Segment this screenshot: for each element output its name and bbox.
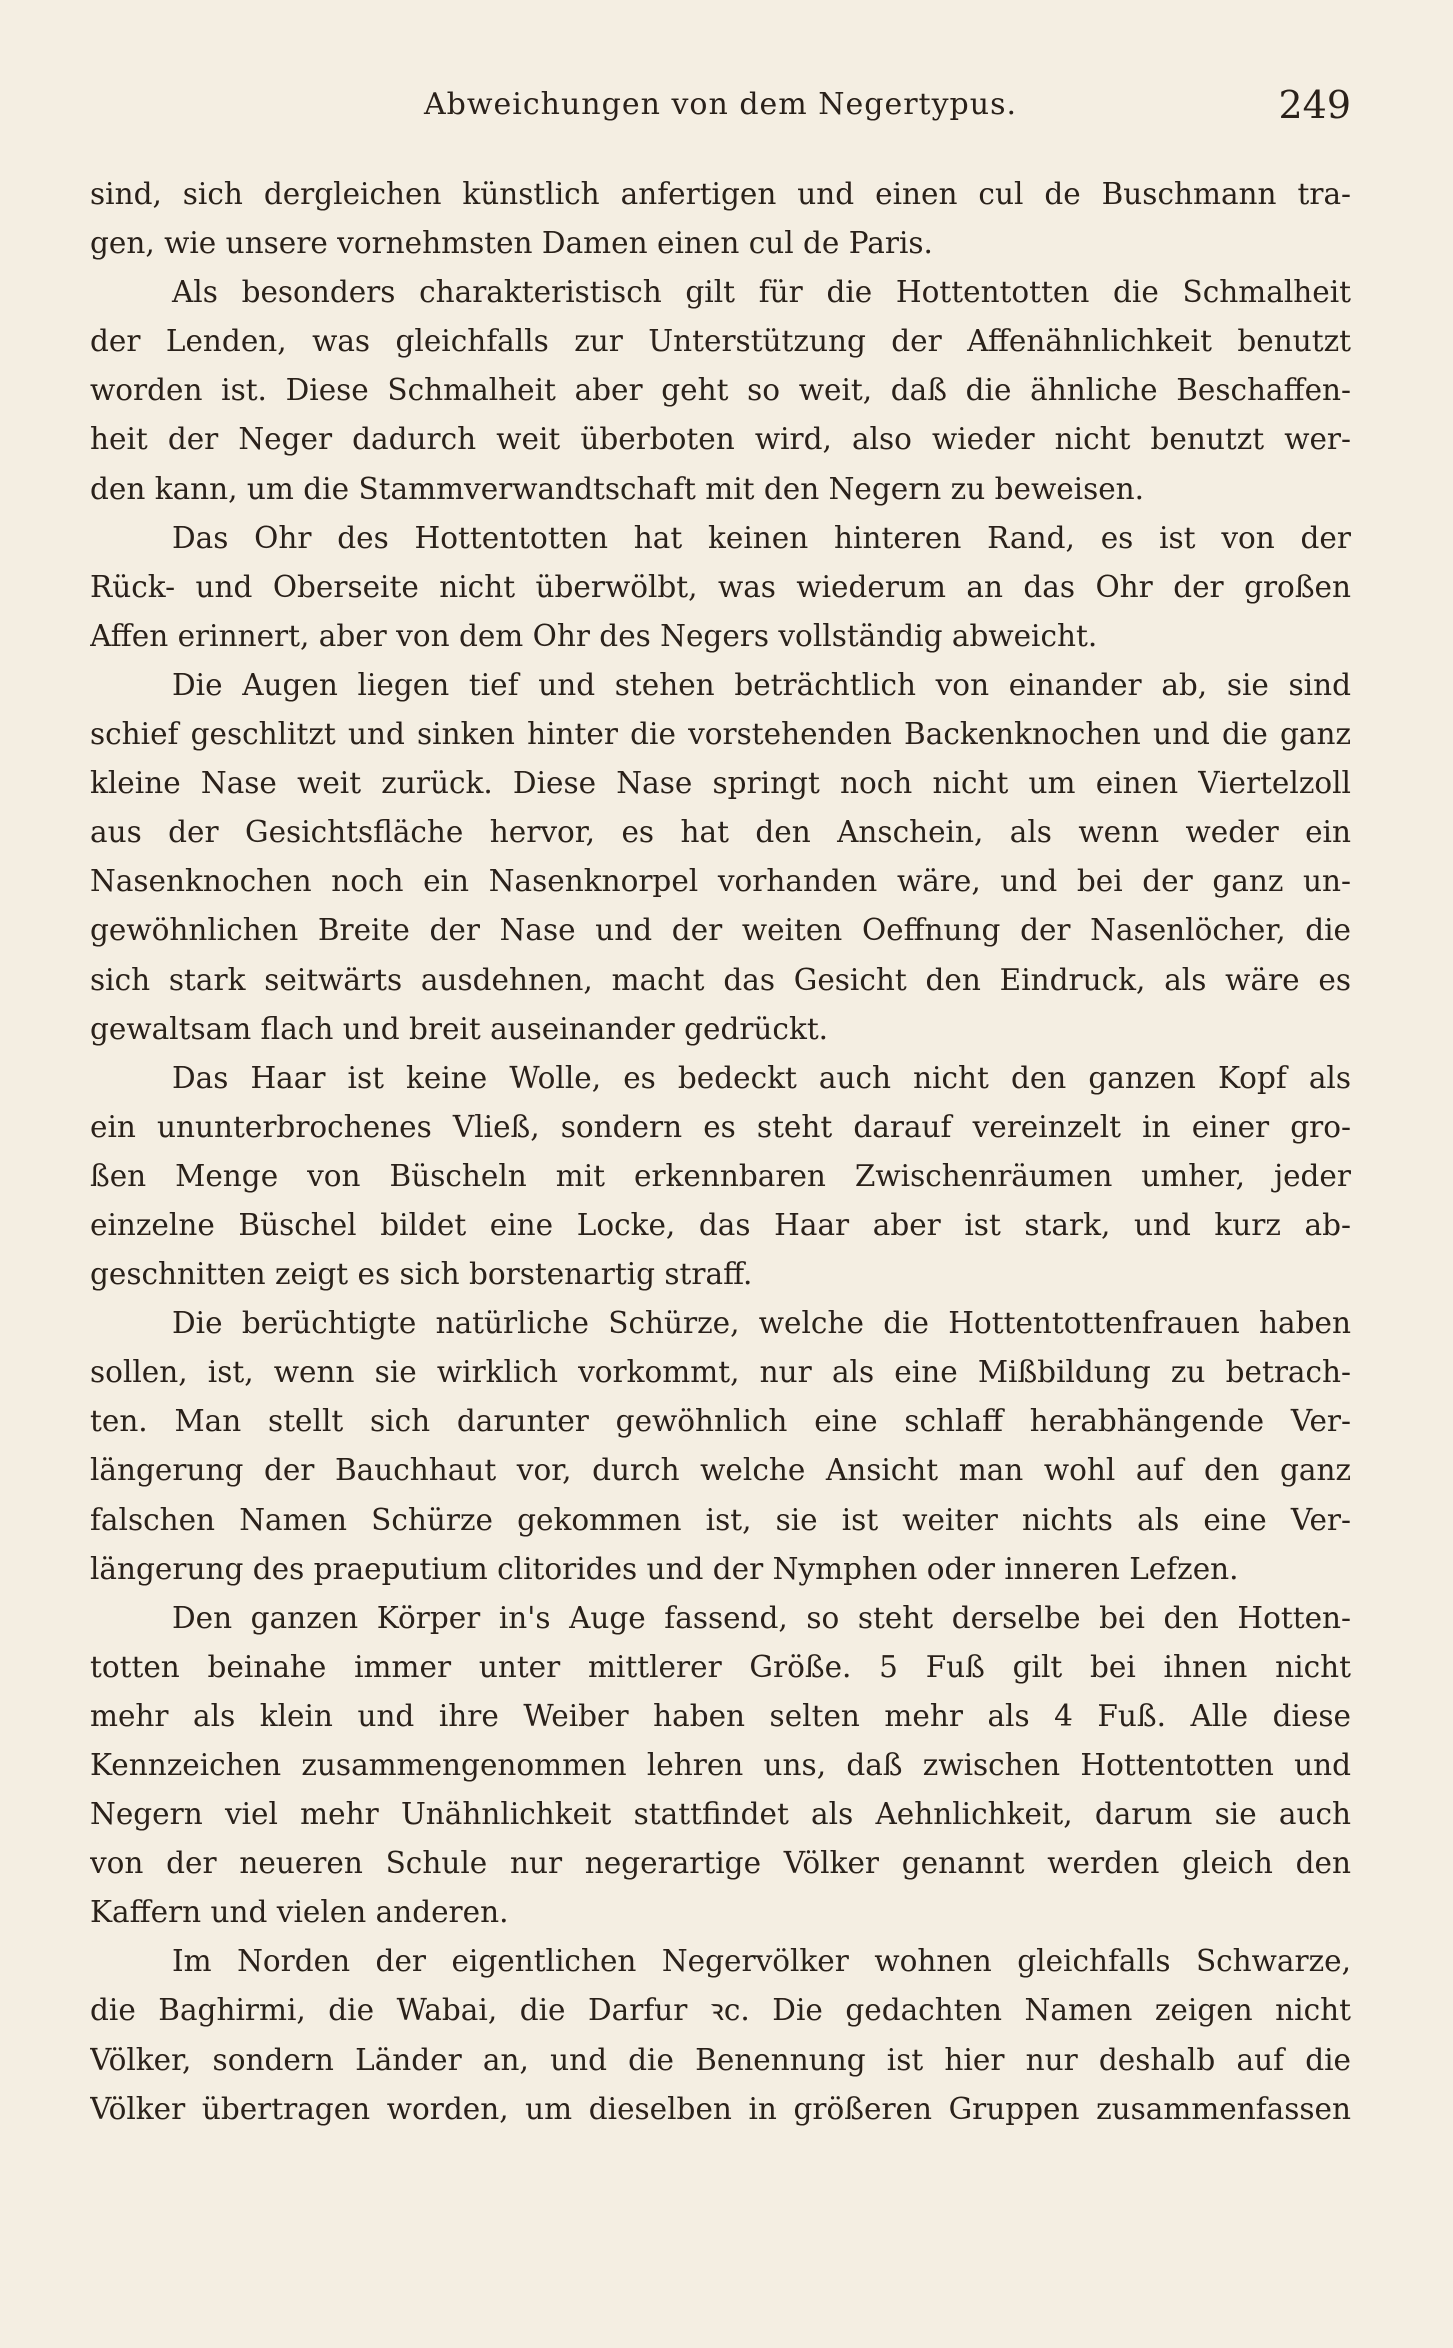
text-line: sind, sich dergleichen künstlich anfertigen und einen cul de Buschmann tra-	[90, 177, 1351, 211]
text-line: Das Ohr des Hottentotten hat keinen hinteren Rand, es ist von der	[172, 520, 1351, 555]
text-line: einzelne Büschel bildet eine Locke, das Haar aber ist stark, und kurz ab-	[90, 1207, 1351, 1242]
text-line: Nasenknochen noch ein Nasenknorpel vorhanden wäre, und bei der ganz un-	[90, 864, 1351, 899]
text-line: gewaltsam flach und breit auseinander gedrückt.	[90, 1011, 829, 1046]
text-line: worden ist. Diese Schmalheit aber geht so weit, daß die ähnliche Beschaffen-	[90, 373, 1351, 408]
text-line: Völker, sondern Länder an, und die Benennung ist hier nur deshalb auf die	[90, 2042, 1351, 2077]
running-head: Abweichungen von dem Negertypus.	[423, 87, 1018, 122]
text-line: kleine Nase weit zurück. Diese Nase springt noch nicht um einen Viertelzoll	[90, 766, 1351, 801]
text-line: ßen Menge von Büscheln mit erkennbaren Zwischenräumen umher, jeder	[90, 1158, 1351, 1193]
text-line: Affen erinnert, aber von dem Ohr des Negers vollständig abweicht.	[90, 618, 1098, 653]
text-line: gewöhnlichen Breite der Nase und der weiten Oeffnung der Nasenlöcher, die	[90, 913, 1351, 948]
text-line: Im Norden der eigentlichen Negervölker wohnen gleichfalls Schwarze,	[172, 1944, 1351, 1979]
text-line: geschnitten zeigt es sich borstenartig straff.	[90, 1257, 753, 1292]
text-line: totten beinahe immer unter mittlerer Größe. 5 Fuß gilt bei ihnen nicht	[90, 1649, 1351, 1684]
text-line: Kaffern und vielen anderen.	[90, 1895, 509, 1930]
text-line: Als besonders charakteristisch gilt für die Hottentotten die Schmalheit	[172, 275, 1351, 310]
text-line: Kennzeichen zusammengenommen lehren uns, daß zwischen Hottentotten und	[90, 1748, 1351, 1782]
text-line: Völker übertragen worden, um dieselben in größeren Gruppen zusammenfassen	[90, 2091, 1351, 2126]
page-number: 249	[1278, 83, 1351, 127]
body-text	[90, 170, 1351, 2134]
text-line: längerung des praeputium clitorides und der Nymphen oder inneren Lefzen.	[90, 1551, 1239, 1586]
text-line: ten. Man stellt sich darunter gewöhnlich eine schlaff herabhängende Ver-	[90, 1404, 1351, 1439]
text-line: sollen, ist, wenn sie wirklich vorkommt, nur als eine Mißbildung zu betrach-	[90, 1355, 1351, 1390]
text-line: heit der Neger dadurch weit überboten wird, also wieder nicht benutzt wer-	[90, 422, 1351, 457]
text-line: Den ganzen Körper in's Auge fassend, so steht derselbe bei den Hotten-	[172, 1600, 1351, 1635]
text-line: Negern viel mehr Unähnlichkeit stattfindet als Aehnlichkeit, darum sie auch	[90, 1797, 1351, 1832]
text-line: mehr als klein und ihre Weiber haben selten mehr als 4 Fuß. Alle diese	[90, 1698, 1351, 1733]
text-line: aus der Gesichtsfläche hervor, es hat den Anschein, als wenn weder ein	[90, 815, 1351, 850]
text-line: Die Augen liegen tief und stehen beträchtlich von einander ab, sie sind	[172, 667, 1351, 702]
text-line: den kann, um die Stammverwandtschaft mit den Negern zu beweisen.	[90, 471, 1145, 506]
text-line: sich stark seitwärts ausdehnen, macht das Gesicht den Eindruck, als wäre es	[90, 962, 1351, 997]
text-line: Die berüchtigte natürliche Schürze, welche die Hottentottenfrauen haben	[172, 1306, 1351, 1341]
text-line: gen, wie unsere vornehmsten Damen einen cul de Paris.	[90, 226, 933, 261]
text-line: falschen Namen Schürze gekommen ist, sie ist weiter nichts als eine Ver-	[90, 1502, 1351, 1537]
text-line: ein ununterbrochenes Vließ, sondern es steht darauf vereinzelt in einer gro-	[90, 1109, 1351, 1144]
text-line: Rück- und Oberseite nicht überwölbt, was wiederum an das Ohr der großen	[90, 569, 1351, 604]
text-line: Das Haar ist keine Wolle, es bedeckt auch nicht den ganzen Kopf als	[172, 1060, 1351, 1095]
text-line: der Lenden, was gleichfalls zur Unterstützung der Affenähnlichkeit benutzt	[90, 324, 1351, 359]
page-header	[90, 80, 1351, 130]
text-line: die Baghirmi, die Wabai, die Darfur ꝛc. Die gedachten Namen zeigen nicht	[90, 1993, 1351, 2028]
text-line: längerung der Bauchhaut vor, durch welche Ansicht man wohl auf den ganz	[90, 1453, 1351, 1488]
text-line: schief geschlitzt und sinken hinter die vorstehenden Backenknochen und die ganz	[90, 717, 1351, 752]
text-line: von der neueren Schule nur negerartige Völker genannt werden gleich den	[90, 1846, 1351, 1881]
